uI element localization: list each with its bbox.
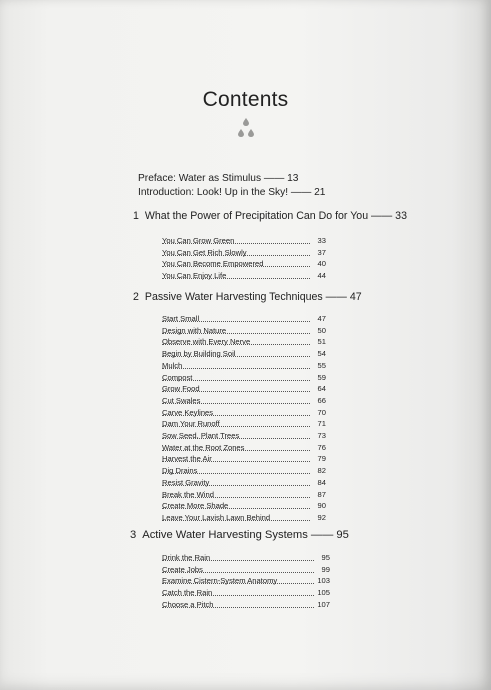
entry-title: Break the Wind <box>162 489 214 499</box>
toc-entry <box>162 384 326 394</box>
water-drop-icon <box>238 129 244 137</box>
toc-entry <box>162 431 326 441</box>
entry-page: 82 <box>317 466 326 476</box>
toc-entry <box>162 361 326 371</box>
entry-title: You Can Get Rich Slowly <box>162 247 247 257</box>
entry-page: 71 <box>317 419 326 429</box>
toc-entry <box>162 314 326 324</box>
chapter-heading <box>130 529 349 541</box>
em-rule: —— <box>322 291 350 303</box>
entry-page: 55 <box>317 360 326 370</box>
toc-entry <box>162 478 326 488</box>
chapter-number: 1 <box>133 210 139 222</box>
entry-title: Mulch <box>162 360 183 370</box>
preface-title: Preface: Water as Stimulus <box>138 173 262 184</box>
entry-page: 59 <box>317 372 326 382</box>
chapter-page: 95 <box>336 529 349 541</box>
entry-page: 107 <box>317 599 330 609</box>
entry-page: 105 <box>317 588 330 598</box>
chapter-page: 47 <box>349 291 362 303</box>
toc-entry <box>162 236 326 246</box>
chapter-title: What the Power of Precipitation Can Do for You <box>144 210 369 222</box>
toc-entry <box>162 408 326 418</box>
chapter-heading <box>133 291 362 303</box>
entry-page: 87 <box>317 489 326 499</box>
toc-entry <box>162 466 326 476</box>
entry-title: You Can Enjoy Life <box>162 271 227 281</box>
toc-entry <box>162 454 326 464</box>
toc-entry <box>162 553 330 563</box>
introduction-line <box>138 187 325 198</box>
toc-entry <box>162 248 326 258</box>
page-title: Contents <box>202 88 289 111</box>
toc-entry <box>162 337 326 347</box>
entry-title: Catch the Rain <box>162 588 213 598</box>
entry-page: 33 <box>317 236 326 245</box>
em-rule: —— <box>368 210 396 222</box>
toc-entry <box>162 419 326 429</box>
toc-entry <box>162 349 326 359</box>
entry-page: 40 <box>317 259 326 269</box>
entry-page: 73 <box>317 431 326 440</box>
entry-title: Compost <box>162 372 193 382</box>
entry-page: 90 <box>317 501 326 511</box>
em-rule: —— <box>263 173 288 184</box>
toc-entry <box>162 490 326 500</box>
entry-title: Begin by Building Soil <box>162 349 236 359</box>
entry-title: You Can Grow Green <box>162 236 235 245</box>
toc-entry <box>162 326 326 336</box>
toc-entry <box>162 259 326 269</box>
entry-title: Cut Swales <box>162 395 201 405</box>
chapter-title: Active Water Harvesting Systems <box>142 529 308 541</box>
chapter-page: 33 <box>395 210 407 222</box>
entry-page: 44 <box>317 271 326 281</box>
entry-page: 79 <box>317 454 326 464</box>
introduction-page: 21 <box>314 187 326 198</box>
entry-page: 64 <box>317 384 326 394</box>
entry-page: 84 <box>317 477 326 487</box>
entry-title: Observe with Every Nerve <box>162 337 251 347</box>
em-rule: —— <box>290 187 315 198</box>
em-rule: —— <box>307 529 337 541</box>
entry-title: Examine Cistern-System Anatomy <box>162 576 278 586</box>
entry-title: Water at the Root Zones <box>162 442 245 452</box>
entry-title: You Can Become Empowered <box>162 259 264 269</box>
entry-page: 54 <box>317 349 326 359</box>
entry-title: Choose a Pitch <box>162 599 214 609</box>
entry-title: Carve Keylines <box>162 407 214 417</box>
entry-page: 51 <box>317 337 326 347</box>
entry-title: Harvest the Air <box>162 454 212 464</box>
toc-entry <box>162 271 326 281</box>
entry-title: Create Jobs <box>162 564 203 574</box>
entry-page: 47 <box>317 314 326 323</box>
entry-title: Grow Food <box>162 384 200 394</box>
toc-entry <box>162 373 326 383</box>
introduction-title: Introduction: Look! Up in the Sky! <box>138 187 289 198</box>
entry-title: Drink the Rain <box>162 553 211 562</box>
entry-title: Dam Your Runoff <box>162 419 220 429</box>
entry-page: 76 <box>317 442 326 452</box>
entry-title: Leave Your Lavish Lawn Behind <box>162 512 271 522</box>
toc-entry <box>162 600 330 610</box>
entry-title: Sow Seed, Plant Trees <box>162 431 240 440</box>
entry-page: 103 <box>317 576 330 586</box>
entry-page: 50 <box>317 325 326 335</box>
toc-entry <box>162 396 326 406</box>
entry-title: Design with Nature <box>162 325 227 335</box>
entry-title: Create More Shade <box>162 501 229 511</box>
entry-page: 95 <box>321 553 330 562</box>
chapter-heading <box>133 210 407 222</box>
entry-title: Dig Drains <box>162 466 198 476</box>
entry-page: 37 <box>317 247 326 257</box>
chapter-number: 2 <box>133 291 139 303</box>
toc-entry <box>162 588 330 598</box>
toc-entry <box>162 443 326 453</box>
dot-leader <box>162 368 310 369</box>
chapter-title: Passive Water Harvesting Techniques <box>144 291 323 303</box>
water-drop-icon <box>248 129 254 137</box>
entry-page: 66 <box>317 395 326 405</box>
water-drop-icon <box>243 118 249 126</box>
toc-entry <box>162 513 326 523</box>
entry-title: Start Small <box>162 314 200 323</box>
preface-line <box>138 173 298 184</box>
toc-entry <box>162 501 326 511</box>
entry-page: 70 <box>317 407 326 417</box>
chapter-number: 3 <box>130 529 137 541</box>
entry-title: Resist Gravity <box>162 477 210 487</box>
toc-entry <box>162 576 330 586</box>
entry-page: 92 <box>317 512 326 522</box>
entry-page: 99 <box>321 564 330 574</box>
preface-page: 13 <box>287 173 299 184</box>
toc-entry <box>162 565 330 575</box>
